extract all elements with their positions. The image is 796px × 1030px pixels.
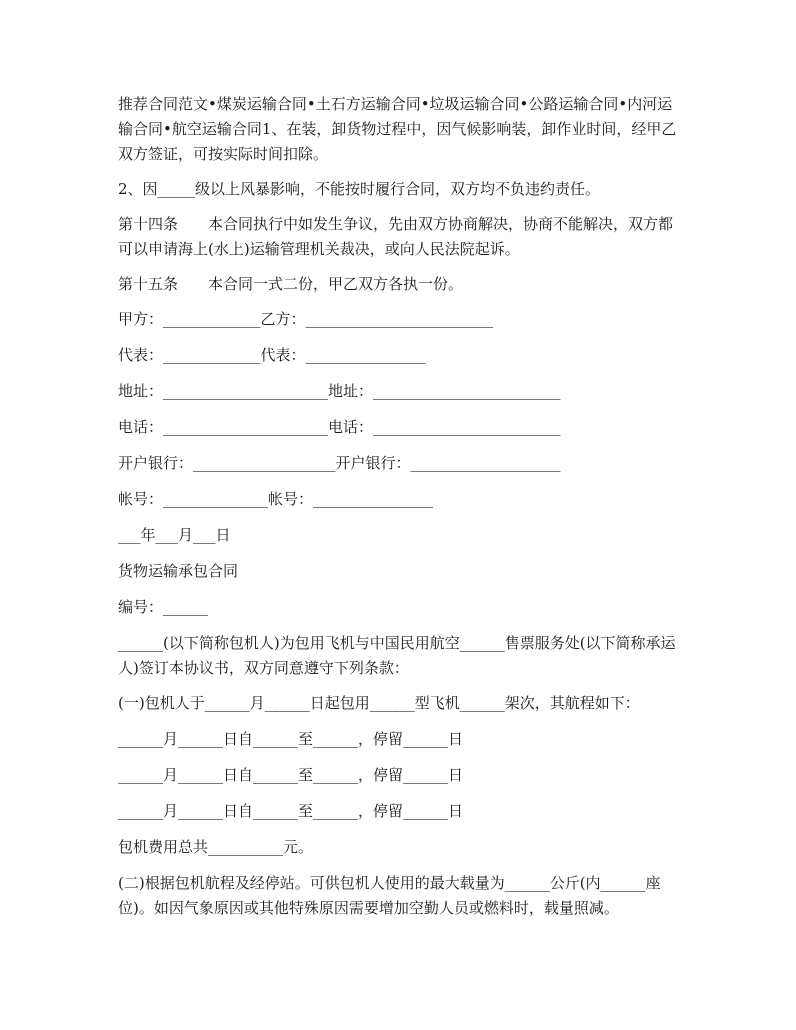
bank-line: 开户银行：___________________开户银行：____________________	[118, 454, 561, 472]
paragraph-article-15: 第十五条 本合同一式二份，甲乙双方各执一份。	[118, 275, 464, 293]
paragraph-charter-clause-1: (一)包机人于______月______日起包用______型飞机______架次，其航程如下：	[118, 694, 640, 712]
document-page	[118, 92, 678, 931]
paragraph-recommended-contracts: 推荐合同范文•煤炭运输合同•土石方运输合同•垃圾运输合同•公路运输合同•内河运输合同•航空运输合同1、在装，卸货物过程中，因气候影响装，卸作业时间，经甲乙双方签证，可按实际时间扣除。	[118, 95, 677, 163]
paragraph-charter-clause-2: (二)根据包机航程及经停站。可供包机人使用的最大载量为______公斤(内______座位)。如因气象原因或其他特殊原因需要增加空勤人员或燃料时，载量照减。	[118, 874, 661, 917]
paragraph-charter-intro: ______(以下简称包机人)为包用飞机与中国民用航空______售票服务处(以下简称承运人)签订本协议书，双方同意遵守下列条款：	[118, 634, 676, 677]
paragraph-article-14: 第十四条 本合同执行中如发生争议，先由双方协商解决，协商不能解决，双方都可以申请海上(水上)运输管理机关裁决，或向人民法院起诉。	[118, 215, 674, 258]
date-line: ___年___月___日	[118, 526, 231, 544]
paragraph-storm-clause: 2、因_____级以上风暴影响，不能按时履行合同，双方均不负违约责任。	[118, 180, 601, 198]
charter-fee-line: 包机费用总共__________元。	[118, 838, 314, 856]
party-line: 甲方：_____________乙方：_________________________	[118, 310, 494, 328]
account-line: 帐号：______________帐号：________________	[118, 490, 434, 508]
itinerary-line: ______月______日自______至______，停留______日	[118, 766, 464, 784]
contract-number-line: 编号：______	[118, 598, 209, 616]
phone-line: 电话：______________________电话：_________________________	[118, 418, 561, 436]
itinerary-line: ______月______日自______至______，停留______日	[118, 730, 464, 748]
contract-title: 货物运输承包合同	[118, 562, 239, 580]
itinerary-line: ______月______日自______至______，停留______日	[118, 802, 464, 820]
address-line: 地址：______________________地址：_________________________	[118, 382, 561, 400]
representative-line: 代表：_____________代表：________________	[118, 346, 426, 364]
